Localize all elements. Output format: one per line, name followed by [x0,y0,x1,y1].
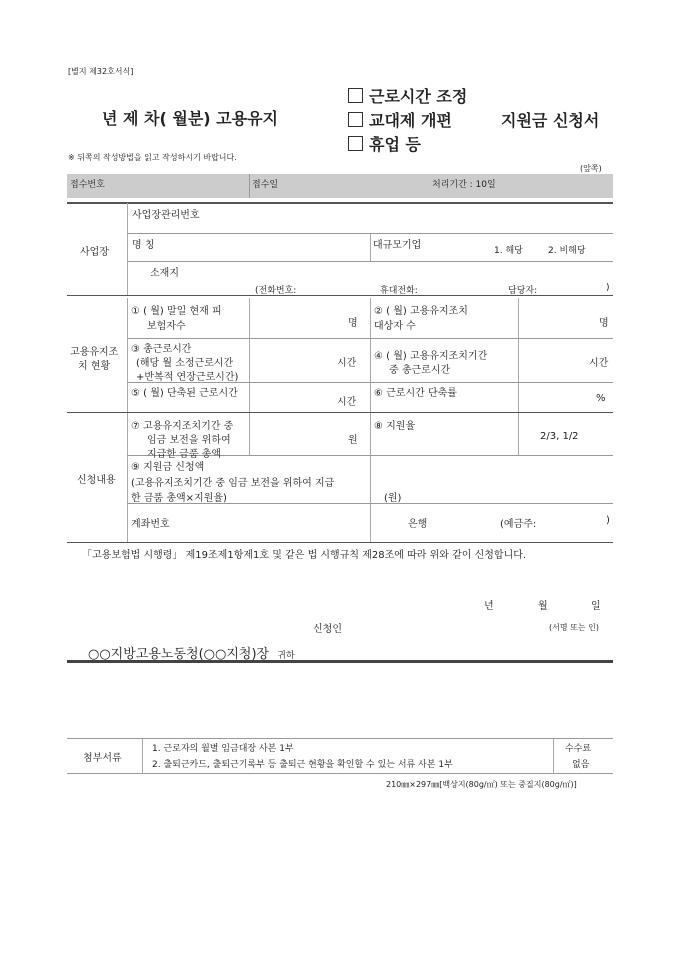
business-close-paren: ) [606,283,610,293]
date-month: 월 [538,601,548,612]
signature-label: (서명 또는 인) [549,623,599,632]
item1-unit: 명 [348,318,358,329]
account-holder-label: (예금주: [500,519,537,530]
item4-line2: 중 총근로시간 [389,365,451,376]
paper-spec: 210㎜×297㎜[백상지(80g/㎡) 또는 중질지(80g/㎡)] [386,780,577,789]
applicant-label: 신청인 [313,624,342,635]
large-no-option[interactable]: 2. 비해당 [548,246,586,256]
large-yes-option[interactable]: 1. 해당 [494,246,523,256]
date-day: 일 [591,601,601,612]
page-side: (앞쪽) [580,164,602,173]
item5-label: ⑤ ( 월) 단축된 근로시간 [131,388,238,399]
item7-unit: 원 [348,435,358,446]
attachments-label: 첨부서류 [83,753,122,764]
receipt-bar [67,174,613,198]
fee-value: 없음 [572,760,590,770]
item1-line2: 보험자수 [147,321,186,332]
form-title-left: 년 제 차( 월분) 고용유지 [102,109,279,128]
processing-period: 처리기간 : 10일 [432,180,496,190]
attachment-item-2: 2. 출퇴근카드, 출퇴근기록부 등 출퇴근 현황을 확인할 수 있는 서류 사본 1부 [152,760,453,770]
item2-unit: 명 [599,318,609,329]
application-section-label: 신청내용 [77,475,116,486]
item8-label: ⑧ 지원율 [374,421,416,432]
item1-line1: ① ( 월) 말일 현재 피 [131,306,222,317]
item3-line2: (해당 월 소정근로시간 [136,358,234,369]
date-year: 년 [484,601,494,612]
status-section-label-2: 치 현황 [78,361,111,372]
item9-line2: (고용유지조치기간 중 임금 보전을 위하여 지급 [131,478,335,489]
business-mgmt-no-label: 사업장관리번호 [132,210,200,221]
option-shift-change: 교대제 개편 [348,108,452,131]
checkbox[interactable] [348,136,363,151]
business-section-label: 사업장 [80,247,109,258]
checkbox[interactable] [348,112,363,127]
item9-line3: 한 금품 총액×지원율) [131,493,227,504]
form-title-right: 지원금 신청서 [501,111,600,130]
instruction: ※ 뒤쪽의 작성방법을 읽고 작성하시기 바랍니다. [68,153,237,162]
item2-line2: 대상자 수 [374,321,416,332]
declaration-text: 「고용보험법 시행령」 제19조제1항제1호 및 같은 법 시행규칙 제28조에 따라 위와 같이 신청합니다. [82,550,527,561]
option-leave: 휴업 등 [348,132,421,155]
manager-label: 담당자: [508,286,538,296]
account-close-paren: ) [606,515,610,526]
recipient-title: ○○지방고용노동청(○○지청)장 귀하 [88,647,295,662]
item6-label: ⑥ 근로시간 단축률 [374,388,457,399]
phone-label: (전화번호: [255,286,297,296]
bank-label: 은행 [408,519,428,530]
item8-value: 2/3, 1/2 [540,431,579,442]
item3-line3: +반복적 연장근로시간) [136,372,239,383]
item9-unit: (원) [384,493,402,504]
receipt-date-label: 접수일 [252,180,279,190]
account-label: 계좌번호 [131,519,170,530]
item3-unit: 시간 [337,358,357,369]
item2-line1: ② ( 월) 고용유지조치 [374,306,468,317]
large-enterprise-label: 대규모기업 [373,240,422,251]
fee-label: 수수료 [565,744,592,754]
attachment-item-1: 1. 근로자의 월별 임금대장 사본 1부 [152,744,294,754]
item7-line3: 지급한 금품 총액 [147,449,221,460]
item5-unit: 시간 [337,397,357,408]
status-section-label-1: 고용유지조 [70,347,119,358]
checkbox[interactable] [348,88,363,103]
address-label: 소재지 [150,268,179,279]
option-work-hours: 근로시간 조정 [348,84,467,107]
item4-line1: ④ ( 월) 고용유지조치기간 [374,351,488,362]
item6-unit: % [596,393,606,404]
item7-line2: 임금 보전을 위하여 [147,435,231,446]
item7-line1: ⑦ 고용유지조치기간 중 [131,421,234,432]
mobile-label: 휴대전화: [380,286,418,296]
item3-line1: ③ 총근로시간 [131,344,192,355]
receipt-number-label: 접수번호 [70,180,105,190]
item4-unit: 시간 [589,358,609,369]
form-code: [별지 제32호서식] [68,67,134,76]
item9-line1: ⑨ 지원금 신청액 [131,462,205,473]
business-name-label: 명 칭 [132,240,155,251]
